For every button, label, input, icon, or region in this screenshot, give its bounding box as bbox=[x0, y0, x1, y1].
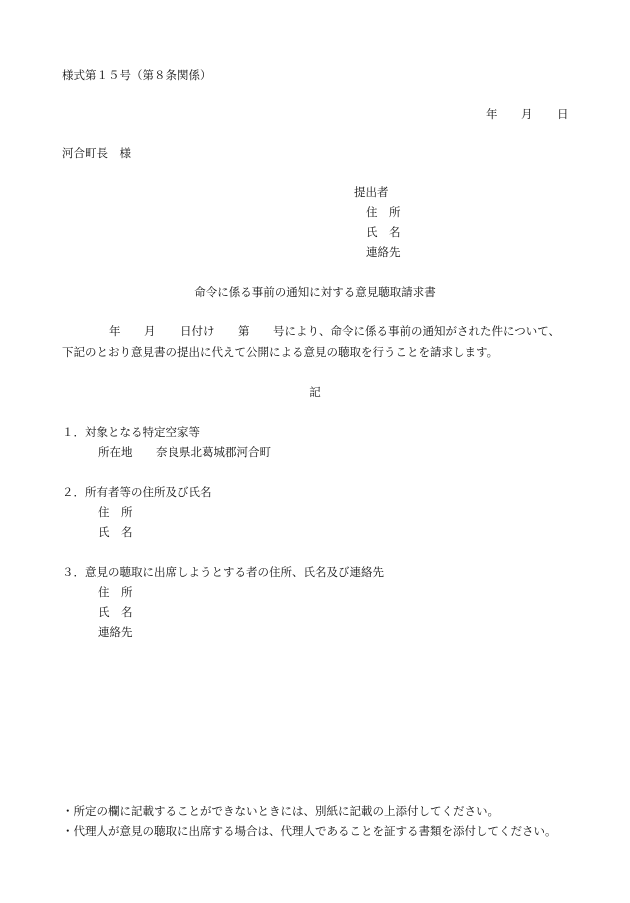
item-2-heading: ２．所有者等の住所及び氏名 bbox=[62, 485, 212, 499]
item-3-contact-label: 連絡先 bbox=[98, 625, 133, 639]
body-number-prefix: 第 bbox=[238, 324, 250, 338]
submitter-name-label: 氏 名 bbox=[366, 225, 401, 239]
submitter-address-label: 住 所 bbox=[366, 205, 401, 219]
submitter-contact-label: 連絡先 bbox=[366, 245, 401, 259]
item-3-name-label: 氏 名 bbox=[98, 605, 133, 619]
body-day-suffix: 日付け bbox=[180, 324, 215, 338]
submitter-heading: 提出者 bbox=[354, 185, 389, 199]
date-year: 年 bbox=[486, 107, 498, 121]
body-month: 月 bbox=[144, 324, 156, 338]
note-1: ・所定の欄に記載することができないときには、別紙に記載の上添付してください。 bbox=[62, 804, 499, 818]
item-1-heading: １．対象となる特定空家等 bbox=[62, 425, 200, 439]
ki-marker: 記 bbox=[309, 385, 321, 399]
item-3-address-label: 住 所 bbox=[98, 585, 133, 599]
document-title: 命令に係る事前の通知に対する意見聴取請求書 bbox=[194, 285, 436, 299]
body-line2: 下記のとおり意見書の提出に代えて公開による意見の聴取を行うことを請求します。 bbox=[62, 345, 499, 359]
note-2: ・代理人が意見の聴取に出席する場合は、代理人であることを証する書類を添付してください。 bbox=[62, 824, 557, 838]
item-2-address-label: 住 所 bbox=[98, 505, 133, 519]
body-year: 年 bbox=[109, 324, 121, 338]
item-2-name-label: 氏 名 bbox=[98, 525, 133, 539]
item-1-location-value: 奈良県北葛城郡河合町 bbox=[156, 445, 271, 459]
item-3-heading: ３．意見の聴取に出席しようとする者の住所、氏名及び連絡先 bbox=[62, 565, 384, 579]
date-month: 月 bbox=[521, 107, 533, 121]
item-1-location-label: 所在地 bbox=[98, 445, 133, 459]
body-line1-rest: 号により、命令に係る事前の通知がされた件について、 bbox=[273, 324, 561, 338]
date-day: 日 bbox=[557, 107, 569, 121]
addressee: 河合町長 様 bbox=[62, 146, 131, 160]
form-number: 様式第１５号（第８条関係） bbox=[62, 68, 212, 82]
